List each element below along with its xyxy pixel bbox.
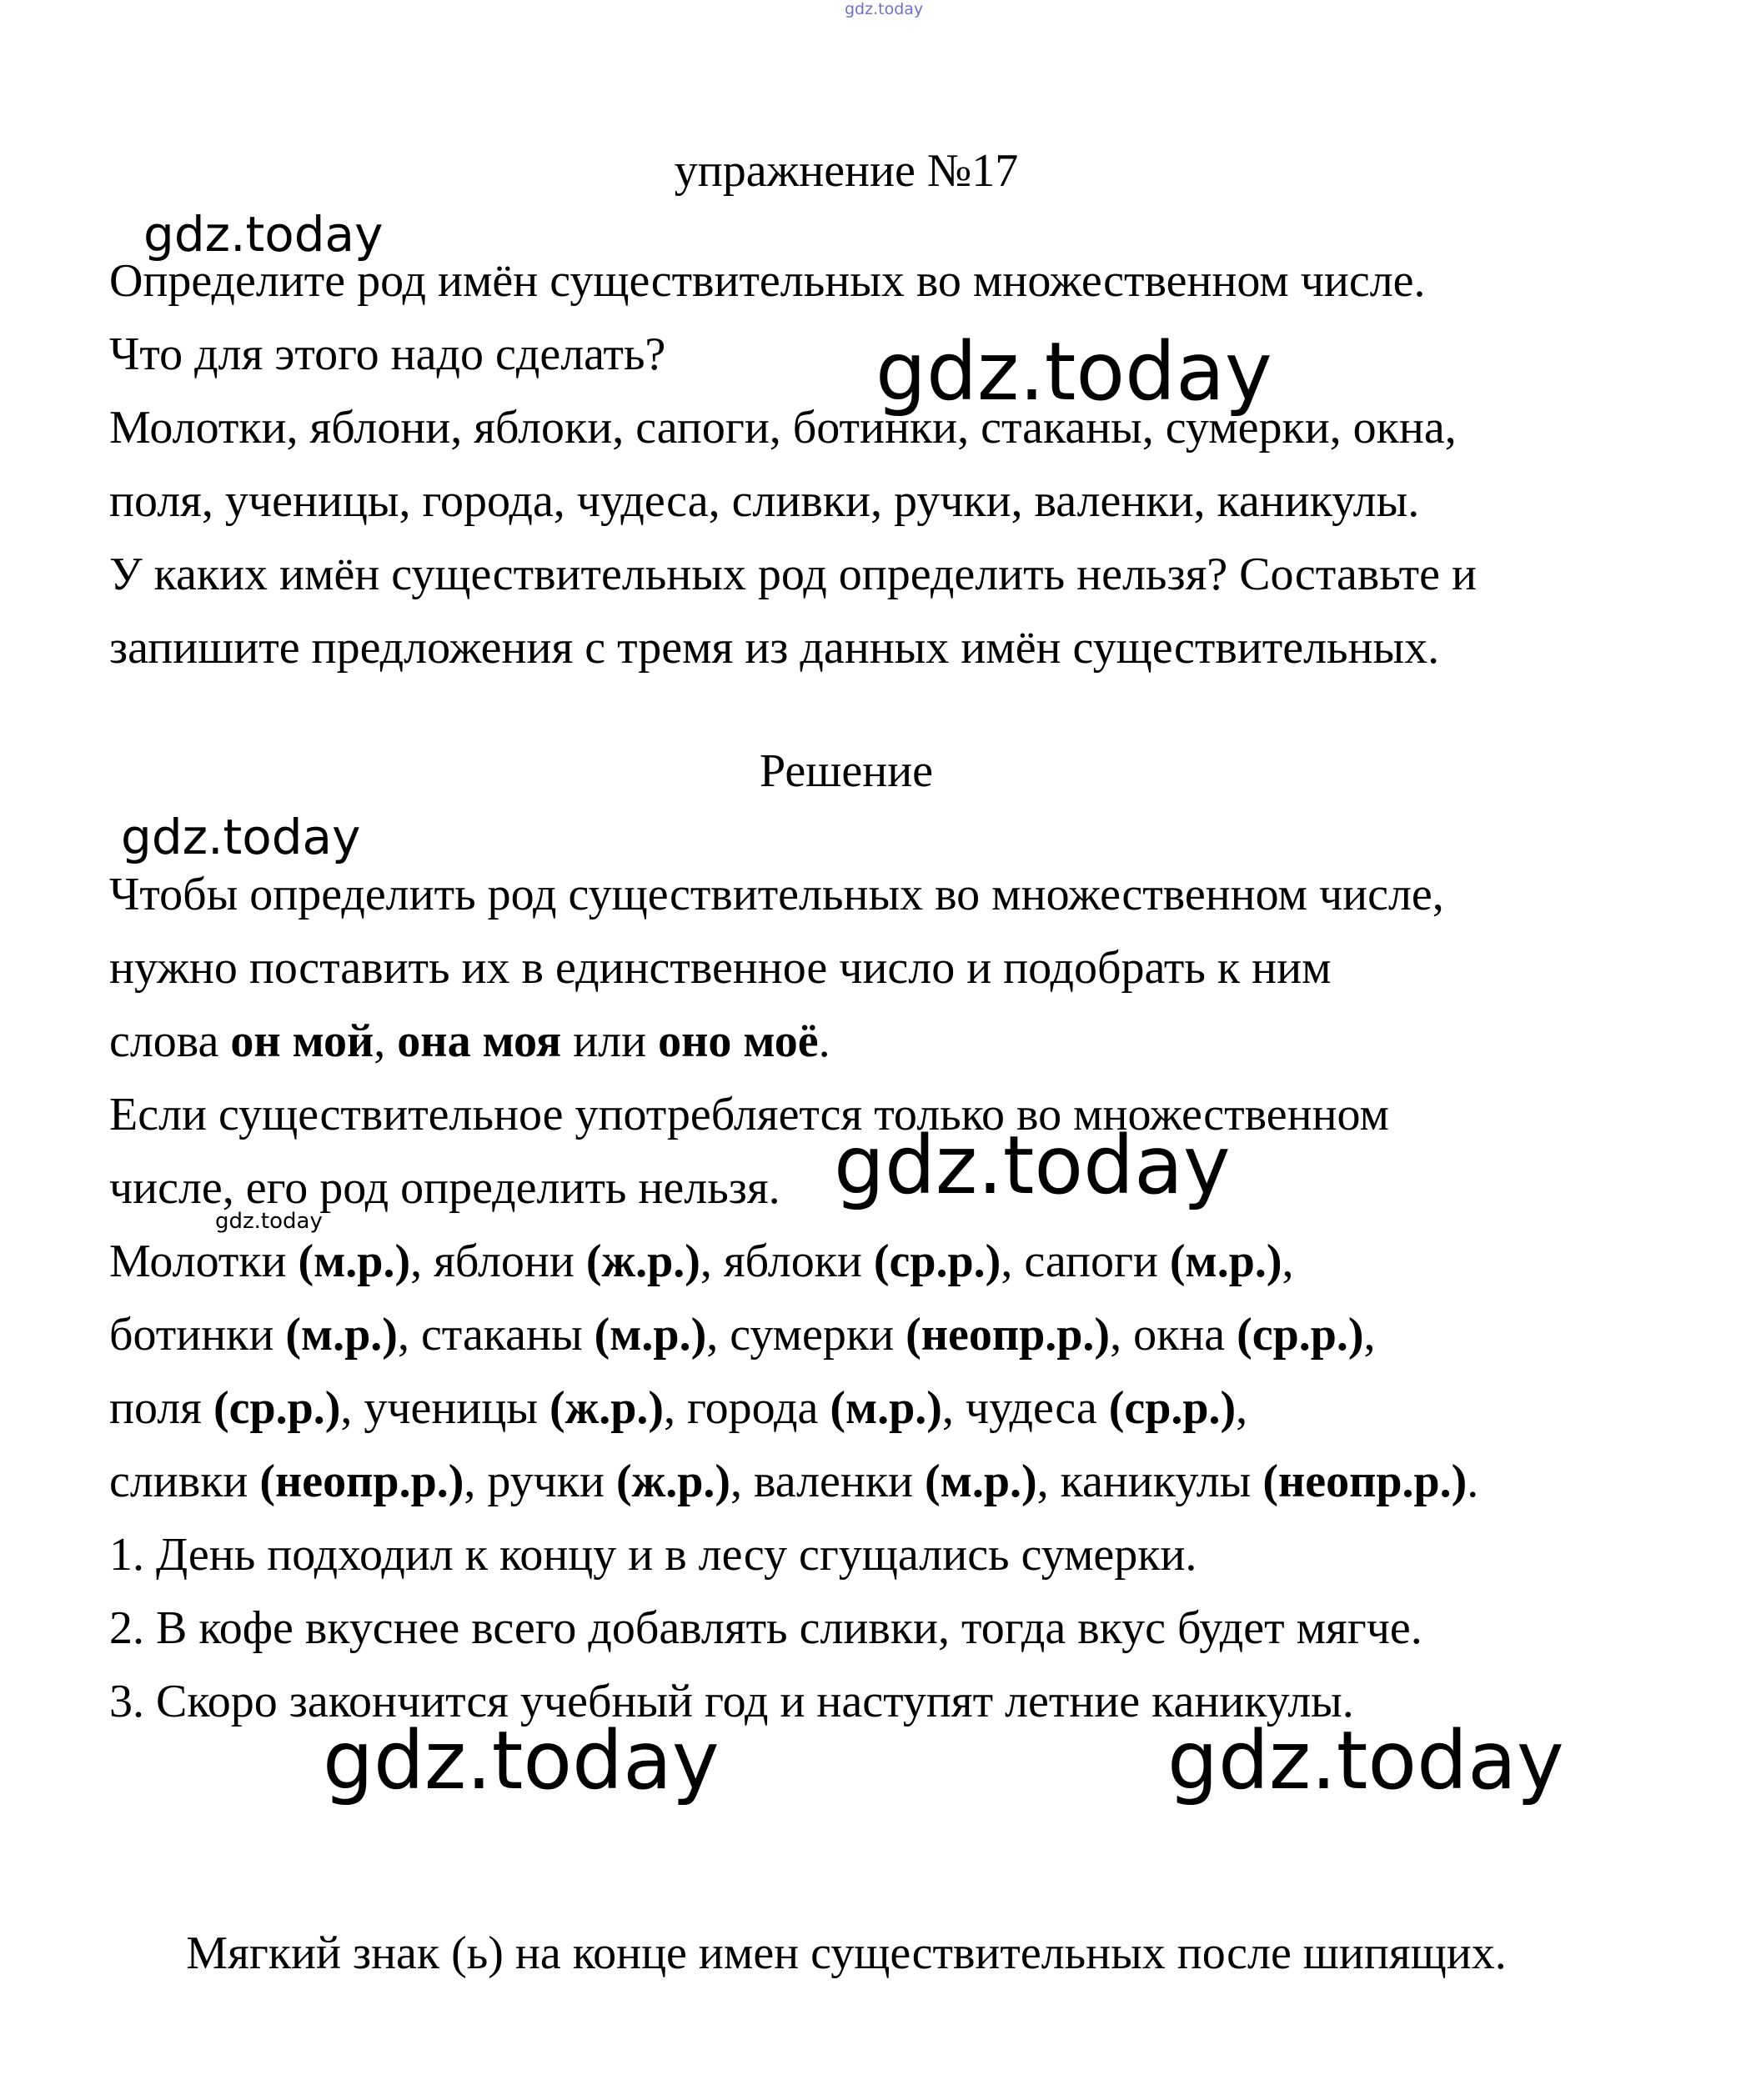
noun: Молотки [109,1235,299,1287]
watermark: gdz.today [834,1119,1231,1212]
noun: сумерки [730,1309,906,1361]
noun: поля [109,1382,213,1434]
watermark: gdz.today [876,325,1272,418]
separator: , [941,1382,966,1434]
noun-list-line [109,1306,1376,1364]
watermark: gdz.today [143,206,384,263]
gender-label: (м.р.) [594,1309,707,1361]
pronoun-neuter: оно моё [658,1015,819,1067]
noun: окна [1133,1309,1237,1361]
noun: чудеса [965,1382,1109,1434]
watermark: gdz.today [1167,1714,1564,1807]
separator: , [1001,1235,1025,1287]
noun-list-line [109,1379,1247,1437]
task-line: Что для этого надо сделать? [109,328,666,380]
task-line: У каких имён существительных род определить нельзя? Составьте и [109,549,1477,600]
separator: , [1036,1456,1061,1507]
noun: ручки [487,1456,616,1507]
solution-line: Если существительное употребляется только во множественном [109,1089,1389,1140]
noun: яблони [434,1235,586,1287]
noun: города [687,1382,830,1434]
gender-label: (м.р.) [298,1235,411,1287]
gender-label: (м.р.) [830,1382,942,1434]
noun: сливки [109,1456,260,1507]
separator: , [410,1235,434,1287]
noun-list-line [109,1232,1294,1291]
gender-label: (ж.р.) [615,1456,731,1507]
noun-list-line [109,1452,1478,1511]
noun: каникулы [1060,1456,1263,1507]
solution-line: нужно поставить их в единственное число и подобрать к ним [109,942,1332,994]
task-line: Определите род имён существительных во множественном числе. [109,255,1426,307]
watermark: gdz.today [121,809,361,865]
gender-label: (ср.р.) [873,1235,1001,1287]
noun: сапоги [1024,1235,1170,1287]
exercise-title: упражнение №17 [674,145,1019,197]
separator: , [1236,1382,1248,1434]
task-line: поля, ученицы, города, чудеса, сливки, ручки, валенки, каникулы. [109,475,1420,527]
gender-label: (неопр.р.) [1262,1456,1468,1507]
gender-label: (ср.р.) [1108,1382,1237,1434]
gender-label: (м.р.) [925,1456,1037,1507]
noun: яблоки [723,1235,874,1287]
gender-label: (ж.р.) [585,1235,700,1287]
separator: , [1110,1309,1134,1361]
watermark: gdz.today [323,1714,720,1807]
solution-line: Чтобы определить род существительных во множественном числе, [109,869,1444,920]
separator: , [1363,1309,1376,1361]
watermark-top: gdz.today [845,0,924,18]
text-fragment: слова [109,1015,231,1067]
gender-label: (м.р.) [1169,1235,1282,1287]
noun: валенки [754,1456,926,1507]
task-line: Молотки, яблони, яблоки, сапоги, ботинки, стаканы, сумерки, окна, [109,402,1457,454]
text-fragment: или [561,1015,659,1067]
example-sentence: 2. В кофе вкуснее всего добавлять сливки, тогда вкус будет мягче. [109,1602,1422,1654]
next-topic-title: Мягкий знак (ь) на конце имен существительных после шипящих. [186,1927,1507,1979]
pronoun-masculine: он мой [230,1015,374,1067]
separator: , [700,1235,724,1287]
noun: ученицы [364,1382,549,1434]
pronoun-feminine: она моя [397,1015,562,1067]
gender-label: (м.р.) [285,1309,398,1361]
gender-label: (ср.р.) [213,1382,341,1434]
noun: ботинки [109,1309,286,1361]
text-fragment: , [374,1015,398,1067]
separator: , [464,1456,488,1507]
separator: , [1282,1235,1294,1287]
text-fragment: . [818,1015,830,1067]
separator: , [397,1309,421,1361]
gender-label: (неопр.р.) [906,1309,1111,1361]
separator: , [664,1382,687,1434]
gender-label: (ж.р.) [549,1382,664,1434]
solution-line: числе, его род определить нельзя. [109,1162,780,1214]
task-line: запишите предложения с тремя из данных имён существительных. [109,622,1440,674]
noun: стаканы [420,1309,595,1361]
solution-line [109,1012,830,1070]
example-sentence: 1. День подходил к концу и в лесу сгущались сумерки. [109,1529,1197,1581]
watermark: gdz.today [215,1209,323,1234]
separator: , [730,1456,755,1507]
gender-label: (неопр.р.) [259,1456,464,1507]
solution-heading: Решение [759,745,934,797]
separator: , [340,1382,364,1434]
separator: . [1467,1456,1479,1507]
example-sentence: 3. Скоро закончится учебный год и наступят летние каникулы. [109,1676,1354,1727]
separator: , [706,1309,730,1361]
gender-label: (ср.р.) [1237,1309,1364,1361]
